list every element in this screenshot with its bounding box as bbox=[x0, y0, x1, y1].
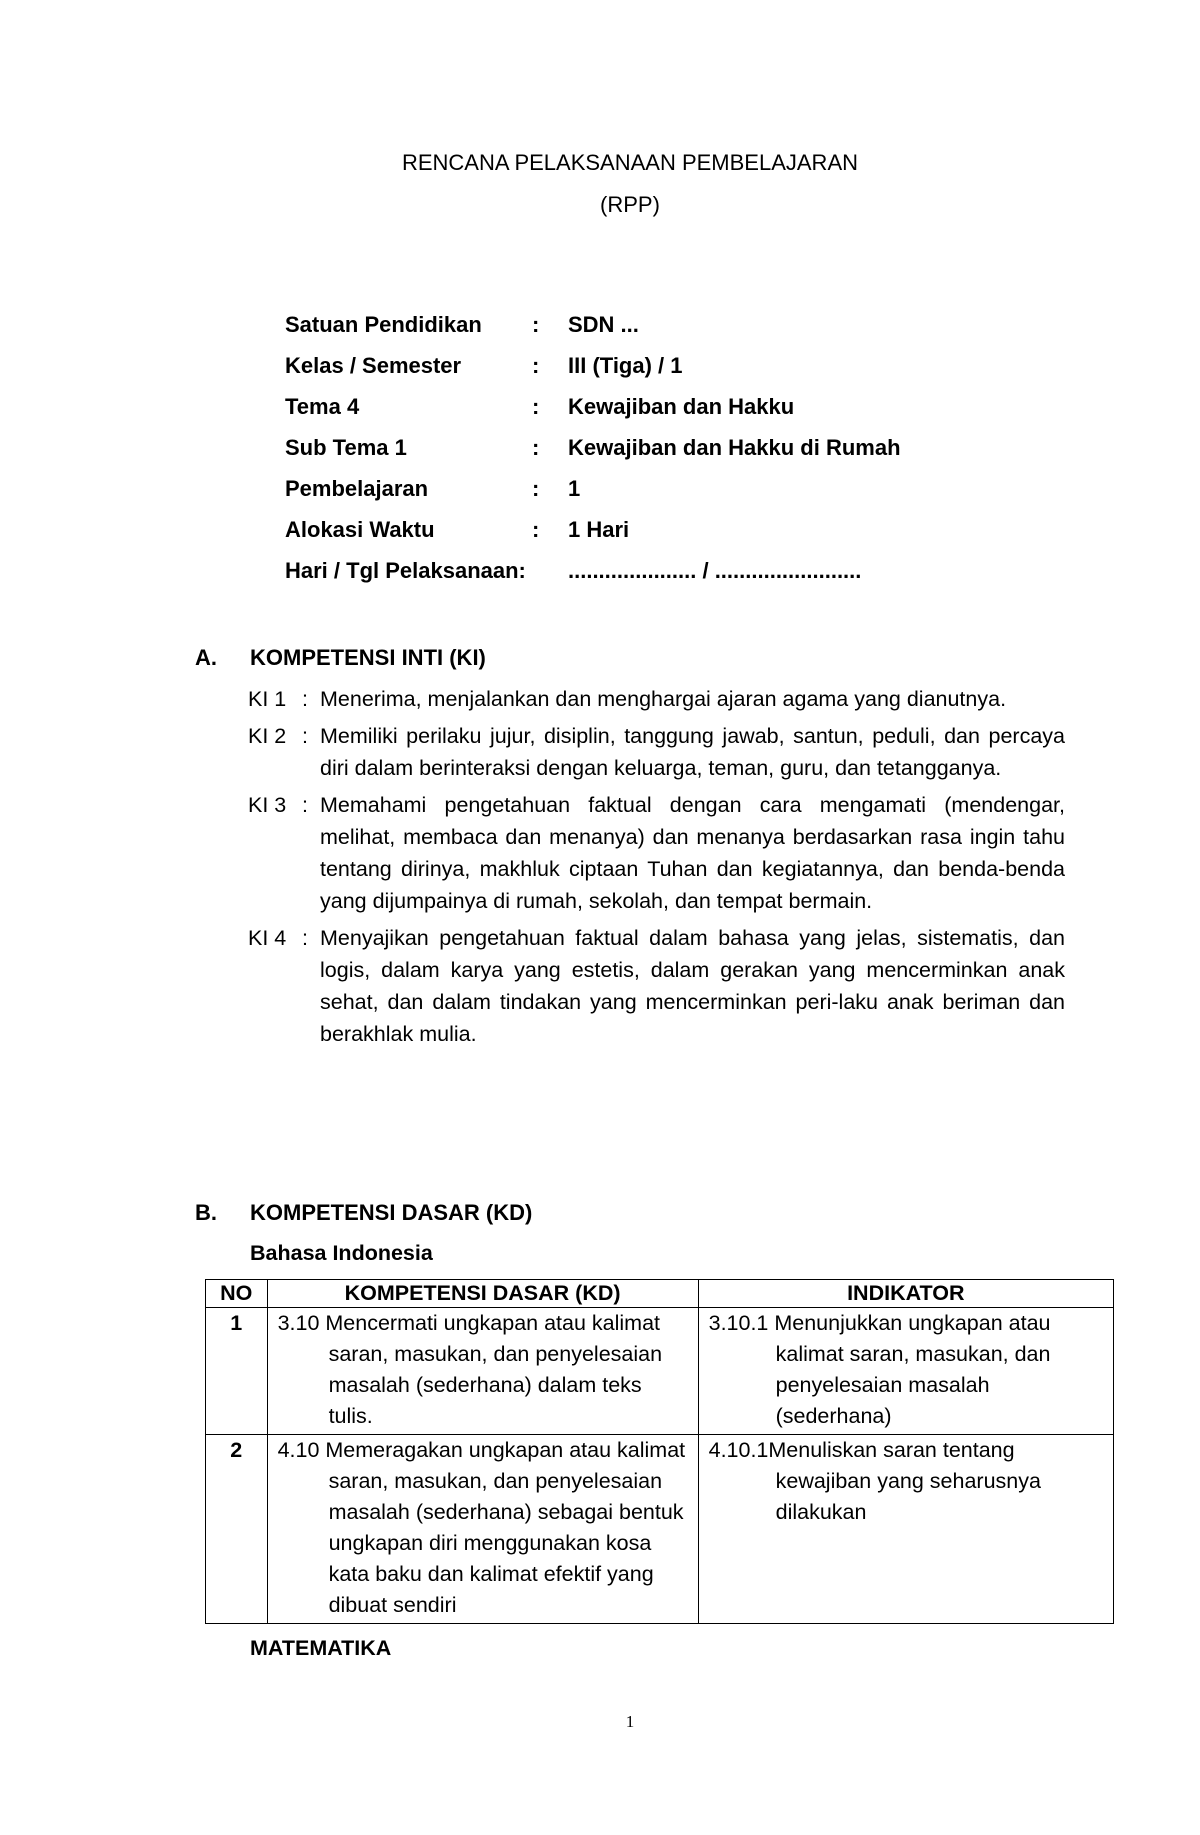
identity-label: Kelas / Semester bbox=[285, 353, 462, 378]
ki-label: KI 2 bbox=[248, 724, 287, 748]
identity-label: Alokasi Waktu bbox=[285, 517, 435, 542]
ki-list bbox=[248, 683, 1065, 1055]
ki-text: Menyajikan pengetahuan faktual dalam bahasa yang jelas, sistematis, dan logis, dalam karya yang estetis, dalam gerakan yang mencerminkan anak sehat, dan dalam tindakan yang mencerminkan peri-laku anak beriman dan berakhlak mulia. bbox=[320, 926, 1065, 1046]
ki-colon: : bbox=[302, 724, 308, 748]
ki-label: KI 1 bbox=[248, 687, 287, 711]
cell-no: 1 bbox=[206, 1308, 268, 1435]
identity-label: Pembelajaran bbox=[285, 476, 429, 501]
column-header-indikator: INDIKATOR bbox=[698, 1280, 1113, 1308]
identity-value: Kewajiban dan Hakku bbox=[568, 394, 795, 419]
document-subtitle: (RPP) bbox=[600, 192, 660, 217]
identity-label: Tema 4 bbox=[285, 394, 360, 419]
section-title: KOMPETENSI DASAR (KD) bbox=[250, 1200, 533, 1225]
ki-item bbox=[248, 922, 1065, 1050]
identity-label: Satuan Pendidikan bbox=[285, 312, 482, 337]
cell-indikator: 3.10.1 Menunjukkan ungkapan atau kalimat saran, masukan, dan penyelesaian masalah (sederhana) bbox=[698, 1308, 1113, 1435]
identity-table bbox=[285, 312, 901, 599]
ki-text: Memiliki perilaku jujur, disiplin, tanggung jawab, santun, peduli, dan percaya diri dalam berinteraksi dengan keluarga, teman, guru, dan tetangganya. bbox=[320, 724, 1065, 780]
table-row bbox=[206, 1435, 1114, 1624]
cell-indikator: 4.10.1Menuliskan saran tentang kewajiban yang seharusnya dilakukan bbox=[698, 1435, 1113, 1624]
identity-row bbox=[285, 435, 901, 476]
page-number: 1 bbox=[625, 1712, 635, 1731]
section-letter: A. bbox=[195, 645, 217, 670]
identity-colon: : bbox=[532, 476, 540, 501]
identity-colon: : bbox=[532, 312, 540, 337]
identity-colon: : bbox=[532, 394, 540, 419]
cell-kd: 4.10 Memeragakan ungkapan atau kalimat saran, masukan, dan penyelesaian masalah (sederhana) sebagai bentuk ungkapan diri menggunakan kosa kata baku dan kalimat efektif yang dibuat sendiri bbox=[267, 1435, 698, 1624]
ki-colon: : bbox=[302, 687, 308, 711]
identity-colon: : bbox=[532, 353, 540, 378]
identity-label: Hari / Tgl Pelaksanaan: bbox=[285, 558, 526, 583]
identity-row bbox=[285, 517, 901, 558]
identity-row bbox=[285, 476, 901, 517]
ki-colon: : bbox=[302, 926, 308, 950]
identity-row bbox=[285, 353, 901, 394]
identity-value: ..................... / ........................ bbox=[568, 558, 862, 583]
cell-no: 2 bbox=[206, 1435, 268, 1624]
identity-row bbox=[285, 312, 901, 353]
identity-value: SDN ... bbox=[568, 312, 639, 337]
cell-kd: 3.10 Mencermati ungkapan atau kalimat saran, masukan, dan penyelesaian masalah (sederhana) dalam teks tulis. bbox=[267, 1308, 698, 1435]
ki-text: Menerima, menjalankan dan menghargai ajaran agama yang dianutnya. bbox=[320, 687, 1007, 711]
identity-value: 1 bbox=[568, 476, 581, 501]
subject-heading-matematika: MATEMATIKA bbox=[250, 1636, 392, 1660]
document-title: RENCANA PELAKSANAAN PEMBELAJARAN bbox=[401, 150, 859, 175]
identity-value: Kewajiban dan Hakku di Rumah bbox=[568, 435, 901, 460]
ki-text: Memahami pengetahuan faktual dengan cara mengamati (mendengar, melihat, membaca dan menanya) dan menanya berdasarkan rasa ingin tahu tentang dirinya, makhluk ciptaan Tuhan dan kegiatannya, dan benda-benda yang dijumpainya di rumah, sekolah, dan tempat bermain. bbox=[320, 793, 1065, 913]
identity-row bbox=[285, 394, 901, 435]
identity-value: III (Tiga) / 1 bbox=[568, 353, 683, 378]
column-header-no: NO bbox=[206, 1280, 268, 1308]
kd-table bbox=[205, 1279, 1114, 1624]
ki-colon: : bbox=[302, 793, 308, 817]
identity-colon: : bbox=[532, 517, 540, 542]
ki-label: KI 4 bbox=[248, 926, 287, 950]
identity-value: 1 Hari bbox=[568, 517, 630, 542]
section-letter: B. bbox=[195, 1200, 217, 1225]
ki-item bbox=[248, 789, 1065, 917]
subject-heading-bahasa-indonesia: Bahasa Indonesia bbox=[250, 1241, 433, 1265]
table-header-row bbox=[206, 1280, 1114, 1308]
identity-label: Sub Tema 1 bbox=[285, 435, 407, 460]
ki-item bbox=[248, 720, 1065, 784]
ki-label: KI 3 bbox=[248, 793, 287, 817]
table-row bbox=[206, 1308, 1114, 1435]
identity-row bbox=[285, 558, 901, 599]
identity-colon: : bbox=[532, 435, 540, 460]
section-title: KOMPETENSI INTI (KI) bbox=[250, 645, 486, 670]
ki-item bbox=[248, 683, 1065, 715]
column-header-kd: KOMPETENSI DASAR (KD) bbox=[267, 1280, 698, 1308]
